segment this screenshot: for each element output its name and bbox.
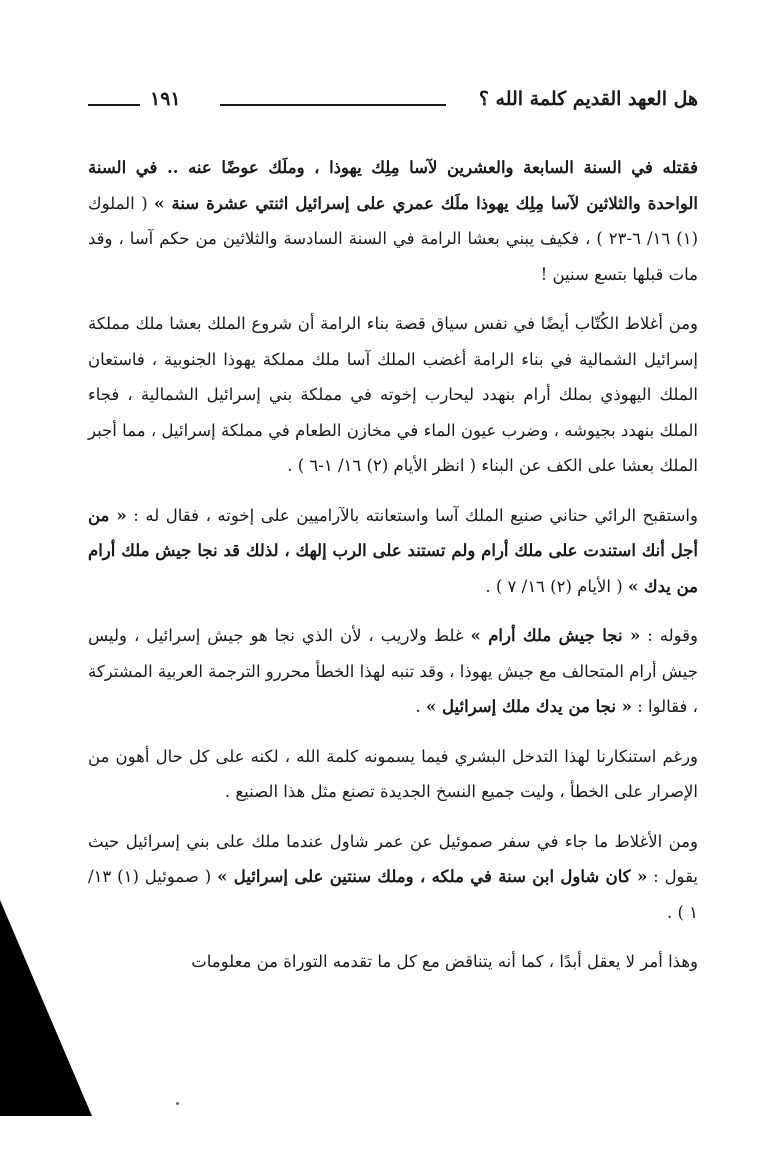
header-rule bbox=[220, 104, 446, 106]
citation: ( الأيام (٢) ١٦/ ٧ ) . bbox=[485, 576, 628, 596]
paragraph-5 bbox=[88, 739, 698, 810]
paragraph-3 bbox=[88, 498, 698, 605]
quote-bold: « نجا من يدك ملك إسرائيل » bbox=[425, 697, 632, 716]
paragraph-text: ( الملوك (١) ١٦/ ٦-٢٣ ) ، فكيف يبني بعشا الرامة في السنة السادسة والثلاثين من حكم آسا ، وقد مات قبلها بتسع سنين ! bbox=[88, 193, 698, 284]
paragraph-6 bbox=[88, 824, 698, 931]
paragraph-text: ومن الأغلاط ما جاء في سفر صموئيل عن عمر شاول عندما ملك على بني إسرائيل حيث يقول : bbox=[88, 831, 699, 886]
header-rule-end bbox=[88, 104, 140, 106]
paragraph-text: . bbox=[415, 697, 426, 716]
paragraph-text: وهذا أمر لا يعقل أبدًا ، كما أنه يتناقض مع كل ما تقدمه التوراة من معلومات bbox=[191, 952, 698, 971]
paragraph-text: وقوله : bbox=[640, 626, 698, 645]
paragraph-text: واستقبح الرائي حناني صنيع الملك آسا واستعانته بالآراميين على إخوته ، فقال له : bbox=[126, 505, 698, 525]
scan-speck bbox=[176, 1102, 179, 1105]
running-header bbox=[88, 82, 698, 126]
quote-bold: « من أجل أنك استندت على ملك أرام ولم تستند على الرب إلهك ، لذلك قد نجا جيش ملك أرام من يدك » bbox=[88, 505, 698, 596]
paragraph-2 bbox=[88, 306, 698, 484]
citation: ( صموئيل (١) ١٣/ ١ ) . bbox=[88, 867, 698, 922]
running-header-title: هل العهد القديم كلمة الله ؟ bbox=[478, 88, 698, 110]
quote-bold: « نجا جيش ملك أرام » bbox=[470, 626, 641, 645]
paragraph-7 bbox=[88, 944, 698, 980]
paragraph-text: ومن أغلاط الكُتّاب أيضًا في نفس سياق قصة بناء الرامة أن شروع الملك بعشا ملك مملكة إسرائيل الشمالية في بناء الرامة أغضب الملك آسا ملك مملكة يهوذا الجنوبية ، فاستعان الملك اليهوذي بملك أرام بنهدد ليحارب إخوته في مملكة بني إسرائيل الشمالية ، فجاء الملك بنهدد بجيوشه ، وضرب عيون الماء في مخازن الطعام في مملكة إسرائيل ، مما أجبر الملك بعشا على الكف عن البناء ( انظر الأيام (٢) ١٦/ ١-٦ ) . bbox=[88, 314, 698, 475]
paragraph-text: غلط ولاريب ، لأن الذي نجا هو جيش إسرائيل ، وليس جيش أرام المتحالف مع جيش يهوذا ، وقد تنبه لهذا الخطأ محررو الترجمة العربية المشتركة ، فقالوا : bbox=[88, 626, 698, 716]
paragraph-1 bbox=[88, 150, 698, 292]
quote-bold: فقتله في السنة السابعة والعشرين لآسا مِلِك يهوذا ، وملَك عوضًا عنه .. في السنة الواحدة والثلاثين لآسا مِلِك يهوذا ملَك عمري على إسرائيل اثنتي عشرة سنة » bbox=[88, 158, 698, 213]
paragraph-4 bbox=[88, 618, 698, 725]
scan-shadow-triangle bbox=[0, 900, 92, 1116]
page-number: ١٩١ bbox=[150, 88, 181, 110]
body-text bbox=[88, 150, 698, 994]
paragraph-text: ورغم استنكارنا لهذا التدخل البشري فيما يسمونه كلمة الله ، لكنه على كل حال أهون من الإصرار على الخطأ ، وليت جميع النسخ الجديدة تصنع مثل هذا الصنيع . bbox=[88, 746, 698, 801]
quote-bold: « كان شاول ابن سنة في ملكه ، وملك سنتين على إسرائيل » bbox=[217, 867, 648, 886]
